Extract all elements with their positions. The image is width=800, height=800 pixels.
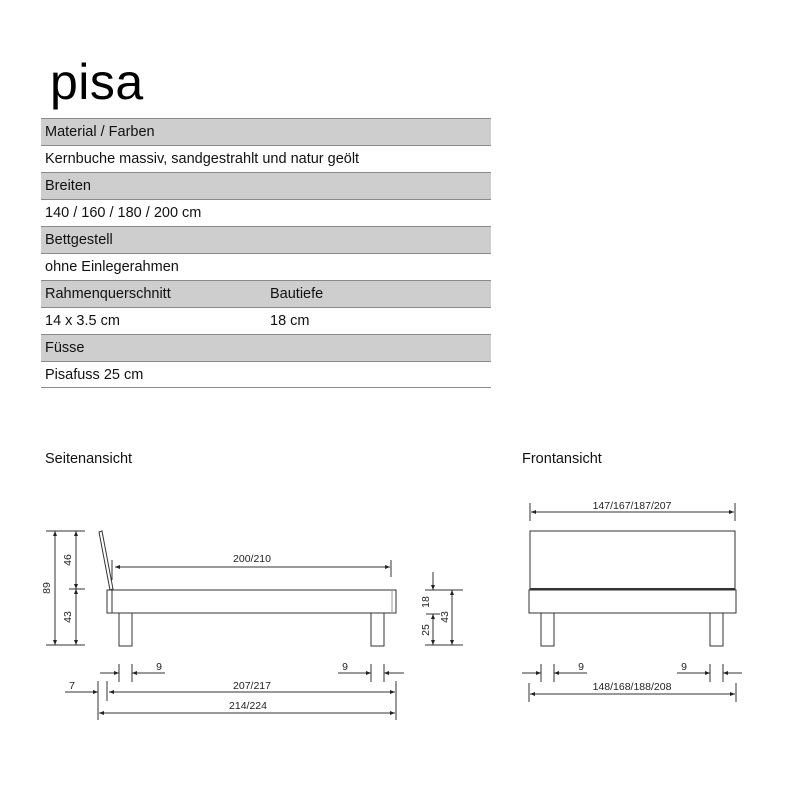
- dim-headboard-height: 46: [62, 554, 74, 566]
- bettgestell-label: Bettgestell: [45, 232, 113, 248]
- side-leg-right: [371, 613, 384, 646]
- material-value: Kernbuche massiv, sandgestrahlt und natur geölt: [45, 151, 360, 167]
- dim-frame-thickness: 18: [420, 596, 432, 608]
- dim-leg-inset-left: 9: [156, 661, 162, 673]
- fuesse-value: Pisafuss 25 cm: [45, 367, 144, 383]
- fuesse-label: Füsse: [45, 340, 85, 356]
- front-frame: [529, 590, 736, 613]
- dim-front-leg-inset-right: 9: [681, 661, 687, 673]
- dim-side-height: 43: [439, 611, 451, 623]
- dim-total-length: 214/224: [229, 700, 267, 712]
- side-view-label: Seitenansicht: [45, 451, 133, 467]
- front-leg-right: [710, 613, 723, 646]
- breiten-label: Breiten: [45, 178, 91, 194]
- side-leg-left: [119, 613, 132, 646]
- dim-leg-height: 25: [420, 624, 432, 636]
- rahmen-value: 14 x 3.5 cm: [45, 313, 120, 329]
- front-headboard: [530, 531, 735, 589]
- breiten-value: 140 / 160 / 180 / 200 cm: [45, 205, 202, 221]
- dim-frame-length: 207/217: [233, 680, 271, 692]
- dim-front-leg-inset-left: 9: [578, 661, 584, 673]
- bettgestell-value: ohne Einlegerahmen: [45, 259, 179, 275]
- dim-frame-height: 43: [62, 611, 74, 623]
- front-view-label: Frontansicht: [522, 451, 602, 467]
- front-leg-left: [541, 613, 554, 646]
- product-title: pisa: [50, 54, 144, 110]
- dim-total-width: 148/168/188/208: [592, 681, 672, 693]
- dim-total-height: 89: [41, 582, 53, 594]
- dim-headboard-offset: 7: [69, 680, 75, 692]
- side-frame: [107, 590, 396, 613]
- dim-leg-inset-right: 9: [342, 661, 348, 673]
- dim-inner-length: 200/210: [233, 553, 271, 565]
- material-label: Material / Farben: [45, 124, 155, 140]
- side-headboard: [99, 531, 113, 590]
- dim-headboard-width: 147/167/187/207: [592, 500, 672, 512]
- front-view-drawing: [522, 503, 742, 702]
- rahmen-label: Rahmenquerschnitt: [45, 286, 171, 302]
- bautiefe-label: Bautiefe: [270, 286, 324, 302]
- bautiefe-value: 18 cm: [270, 313, 310, 329]
